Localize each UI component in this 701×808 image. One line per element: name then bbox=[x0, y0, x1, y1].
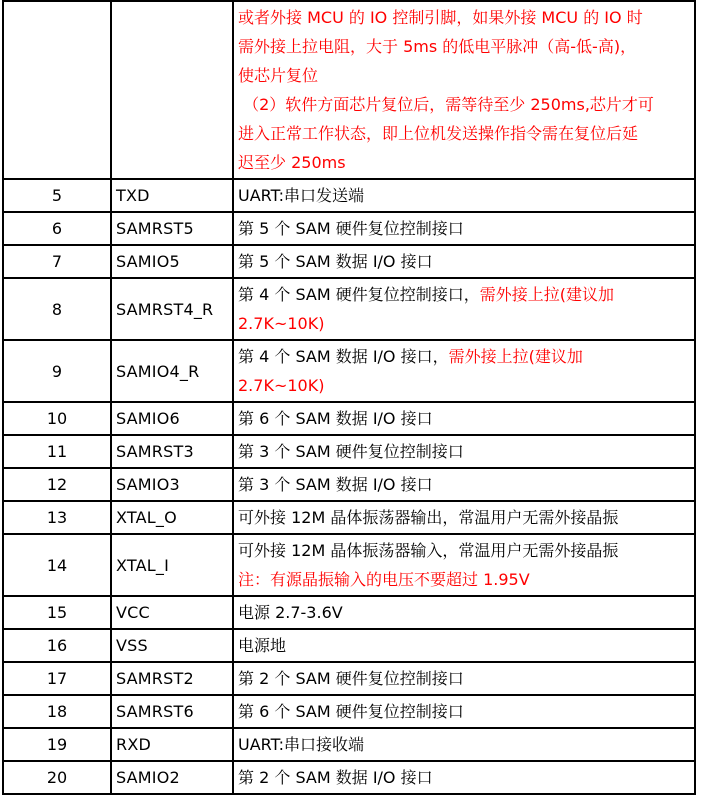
description-note-red: 需外接上拉(建议加 bbox=[448, 347, 583, 366]
description-note-red: 使芯片复位 bbox=[238, 66, 319, 85]
pin-name-cell: RXD bbox=[111, 728, 233, 761]
pin-description-cell bbox=[233, 278, 695, 340]
pin-name-cell: SAMIO5 bbox=[111, 245, 233, 278]
table-row bbox=[3, 435, 695, 468]
description-text: 第 5 个 SAM 硬件复位控制接口 bbox=[238, 219, 464, 238]
description-text: 电源地 bbox=[238, 636, 287, 655]
pin-number-cell: 19 bbox=[3, 728, 111, 761]
description-line bbox=[238, 119, 690, 148]
description-text: 第 6 个 SAM 硬件复位控制接口 bbox=[238, 702, 464, 721]
pin-description-cell bbox=[233, 629, 695, 662]
description-line bbox=[238, 763, 690, 792]
pin-number-cell: 5 bbox=[3, 179, 111, 212]
description-line bbox=[238, 404, 690, 433]
table-row bbox=[3, 662, 695, 695]
pin-description-cell bbox=[233, 534, 695, 596]
description-note-red: （2）软件方面芯片复位后，需等待至少 250ms,芯片才可 bbox=[238, 95, 654, 114]
pin-name-cell: SAMIO6 bbox=[111, 402, 233, 435]
description-line bbox=[238, 148, 690, 177]
pin-number-cell: 17 bbox=[3, 662, 111, 695]
pin-description-cell bbox=[233, 402, 695, 435]
description-line bbox=[238, 470, 690, 499]
pin-name-cell: VCC bbox=[111, 596, 233, 629]
description-line bbox=[238, 280, 690, 309]
pin-number-cell: 20 bbox=[3, 761, 111, 794]
description-line bbox=[238, 598, 690, 627]
description-text: 可外接 12M 晶体振荡器输出，常温用户无需外接晶振 bbox=[238, 508, 619, 527]
description-text: 第 2 个 SAM 数据 I/O 接口 bbox=[238, 768, 433, 787]
table-row bbox=[3, 179, 695, 212]
description-line bbox=[238, 371, 690, 400]
pin-name-cell: SAMIO2 bbox=[111, 761, 233, 794]
description-note-red: 注：有源晶振输入的电压不要超过 1.95V bbox=[238, 570, 530, 589]
description-text: 第 6 个 SAM 数据 I/O 接口 bbox=[238, 409, 433, 428]
description-note-red: 2.7K~10K) bbox=[238, 376, 325, 395]
pin-description-cell bbox=[233, 761, 695, 794]
pin-name-cell: SAMIO3 bbox=[111, 468, 233, 501]
description-text: 第 4 个 SAM 硬件复位控制接口， bbox=[238, 285, 480, 304]
pin-number-cell: 8 bbox=[3, 278, 111, 340]
table-row bbox=[3, 340, 695, 402]
table-row bbox=[3, 501, 695, 534]
pin-name-cell: SAMRST4_R bbox=[111, 278, 233, 340]
description-line bbox=[238, 32, 690, 61]
pin-description-cell bbox=[233, 340, 695, 402]
table-row bbox=[3, 245, 695, 278]
pin-number-cell: 18 bbox=[3, 695, 111, 728]
description-note-red: 需外接上拉(建议加 bbox=[479, 285, 614, 304]
description-line bbox=[238, 730, 690, 759]
table-row bbox=[3, 534, 695, 596]
description-text: 第 2 个 SAM 硬件复位控制接口 bbox=[238, 669, 464, 688]
table-row bbox=[3, 468, 695, 501]
pin-name-cell: SAMRST2 bbox=[111, 662, 233, 695]
description-line bbox=[238, 90, 690, 119]
description-note-red: 需外接上拉电阻，大于 5ms 的低电平脉冲（高-低-高)， bbox=[238, 37, 637, 56]
pin-name-cell bbox=[111, 1, 233, 179]
description-text: 电源 2.7-3.6V bbox=[238, 603, 343, 622]
description-line bbox=[238, 61, 690, 90]
pin-number-cell: 15 bbox=[3, 596, 111, 629]
pin-description-table bbox=[2, 0, 696, 795]
pin-number-cell: 11 bbox=[3, 435, 111, 468]
table-row bbox=[3, 1, 695, 179]
description-line bbox=[238, 503, 690, 532]
pin-description-cell bbox=[233, 468, 695, 501]
pin-name-cell: SAMIO4_R bbox=[111, 340, 233, 402]
description-text: 第 3 个 SAM 数据 I/O 接口 bbox=[238, 475, 433, 494]
pin-table-body bbox=[3, 1, 695, 794]
pin-name-cell: TXD bbox=[111, 179, 233, 212]
pin-description-cell bbox=[233, 212, 695, 245]
pin-description-cell bbox=[233, 596, 695, 629]
pin-number-cell: 10 bbox=[3, 402, 111, 435]
description-text: 第 3 个 SAM 硬件复位控制接口 bbox=[238, 442, 464, 461]
description-line bbox=[238, 342, 690, 371]
pin-description-cell bbox=[233, 728, 695, 761]
pin-number-cell bbox=[3, 1, 111, 179]
pin-number-cell: 14 bbox=[3, 534, 111, 596]
description-line bbox=[238, 697, 690, 726]
table-row bbox=[3, 596, 695, 629]
pin-description-cell bbox=[233, 179, 695, 212]
description-note-red: 进入正常工作状态，即上位机发送操作指令需在复位后延 bbox=[238, 124, 639, 143]
pin-name-cell: XTAL_I bbox=[111, 534, 233, 596]
description-note-red: 迟至少 250ms bbox=[238, 153, 346, 172]
description-line bbox=[238, 3, 690, 32]
pin-number-cell: 9 bbox=[3, 340, 111, 402]
pin-description-cell bbox=[233, 501, 695, 534]
description-line bbox=[238, 536, 690, 565]
description-text: 第 4 个 SAM 数据 I/O 接口， bbox=[238, 347, 449, 366]
description-note-red: 2.7K~10K) bbox=[238, 314, 325, 333]
table-row bbox=[3, 212, 695, 245]
table-row bbox=[3, 402, 695, 435]
description-line bbox=[238, 664, 690, 693]
pin-description-cell bbox=[233, 695, 695, 728]
description-note-red: 或者外接 MCU 的 IO 控制引脚，如果外接 MCU 的 IO 时 bbox=[238, 8, 643, 27]
description-line bbox=[238, 181, 690, 210]
pin-description-cell bbox=[233, 1, 695, 179]
description-text: 可外接 12M 晶体振荡器输入，常温用户无需外接晶振 bbox=[238, 541, 619, 560]
table-row bbox=[3, 695, 695, 728]
table-row bbox=[3, 278, 695, 340]
description-line bbox=[238, 247, 690, 276]
description-line bbox=[238, 309, 690, 338]
description-line bbox=[238, 214, 690, 243]
pin-number-cell: 7 bbox=[3, 245, 111, 278]
table-row bbox=[3, 761, 695, 794]
pin-description-cell bbox=[233, 435, 695, 468]
description-line bbox=[238, 437, 690, 466]
pin-number-cell: 6 bbox=[3, 212, 111, 245]
pin-name-cell: VSS bbox=[111, 629, 233, 662]
pin-name-cell: XTAL_O bbox=[111, 501, 233, 534]
description-text: 第 5 个 SAM 数据 I/O 接口 bbox=[238, 252, 433, 271]
pin-number-cell: 12 bbox=[3, 468, 111, 501]
pin-description-cell bbox=[233, 662, 695, 695]
description-text: UART:串口接收端 bbox=[238, 735, 365, 754]
pin-name-cell: SAMRST6 bbox=[111, 695, 233, 728]
pin-name-cell: SAMRST3 bbox=[111, 435, 233, 468]
description-line bbox=[238, 631, 690, 660]
pin-number-cell: 16 bbox=[3, 629, 111, 662]
pin-name-cell: SAMRST5 bbox=[111, 212, 233, 245]
table-row bbox=[3, 728, 695, 761]
description-line bbox=[238, 565, 690, 594]
table-row bbox=[3, 629, 695, 662]
pin-description-cell bbox=[233, 245, 695, 278]
pin-number-cell: 13 bbox=[3, 501, 111, 534]
description-text: UART:串口发送端 bbox=[238, 186, 365, 205]
